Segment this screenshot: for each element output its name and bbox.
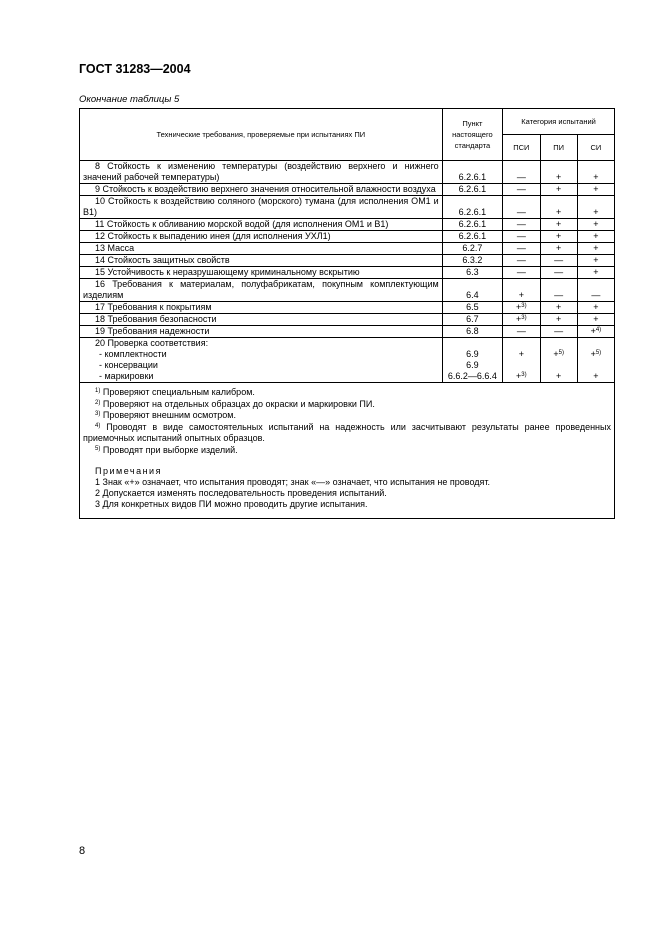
- table-row: [80, 267, 615, 279]
- psi-cell: [503, 255, 540, 267]
- pi-cell: [540, 184, 577, 196]
- header-pi: ПИ: [540, 135, 577, 161]
- clause-cell: 6.2.6.1: [442, 184, 502, 196]
- footnote-text: Проверяют на отдельных образцах до окраски и маркировки ПИ.: [102, 398, 375, 409]
- requirement-text: 19 Требования надежности: [95, 326, 210, 336]
- psi-cell: [503, 219, 540, 231]
- requirement-subitem: - консервации: [99, 360, 158, 370]
- psi-cell: [503, 338, 540, 383]
- requirement-text: 18 Требования безопасности: [95, 314, 217, 324]
- requirement-text: 17 Требования к покрытиям: [95, 302, 212, 312]
- requirement-cell: [80, 255, 443, 267]
- psi-cell: [503, 314, 540, 326]
- pi-cell: [540, 302, 577, 314]
- footnote-ref: 4): [595, 327, 602, 333]
- header-psi: ПСИ: [503, 135, 540, 161]
- test-categories-table: [79, 108, 615, 519]
- pi-cell: [540, 267, 577, 279]
- psi-cell: [503, 231, 540, 243]
- note-item: 2 Допускается изменять последовательность проведения испытаний.: [95, 488, 387, 498]
- psi-value: —: [516, 267, 526, 277]
- requirement-subitem: - маркировки: [99, 371, 154, 381]
- si-value: +: [593, 255, 599, 265]
- requirement-text: 8 Стойкость к изменению температуры (воздействию верхнего и нижнего значений рабочей температуры): [83, 161, 439, 182]
- table-row: [80, 338, 615, 383]
- requirement-text: 12 Стойкость к выпадению инея (для исполнения УХЛ1): [95, 231, 331, 241]
- si-cell: [577, 255, 614, 267]
- psi-value: —: [516, 219, 526, 229]
- psi-value: +: [516, 371, 522, 381]
- header-clause-line: настоящего: [452, 130, 493, 139]
- footnote: [83, 399, 611, 411]
- pi-cell: [540, 314, 577, 326]
- pi-value: +: [556, 231, 562, 241]
- psi-cell: [503, 161, 540, 184]
- requirement-cell: [80, 184, 443, 196]
- pi-value: +: [556, 219, 562, 229]
- requirement-subitem: - комплектности: [99, 349, 167, 359]
- psi-cell: [503, 302, 540, 314]
- notes-heading: Примечания: [95, 466, 162, 476]
- si-value: —: [591, 290, 601, 300]
- pi-cell: [540, 219, 577, 231]
- clause-cell: 6.2.6.1: [442, 219, 502, 231]
- footnote: [83, 387, 611, 399]
- requirement-text: 14 Стойкость защитных свойств: [95, 255, 230, 265]
- pi-cell: [540, 326, 577, 338]
- clause-cell: 6.3.2: [442, 255, 502, 267]
- table-row: [80, 219, 615, 231]
- footnote-ref: 3): [521, 303, 527, 309]
- table-caption: Окончание таблицы 5: [79, 94, 180, 105]
- footnote-ref: 3): [521, 315, 527, 321]
- psi-line: [506, 371, 536, 382]
- psi-cell: [503, 243, 540, 255]
- psi-value: —: [516, 326, 526, 336]
- psi-value: +: [518, 290, 524, 300]
- footnote-ref: 5): [558, 350, 564, 356]
- pi-value: —: [554, 255, 564, 265]
- clause-cell: 6.7: [442, 314, 502, 326]
- clause-cell: 6.2.6.1: [442, 161, 502, 184]
- requirement-text: 11 Стойкость к обливанию морской водой (для исполнения ОМ1 и В1): [95, 219, 389, 229]
- psi-value: —: [516, 207, 526, 217]
- clause-value: 6.6.2—6.6.4: [447, 371, 497, 381]
- pi-value: —: [554, 326, 564, 336]
- psi-value: —: [516, 184, 526, 194]
- psi-value: —: [516, 255, 526, 265]
- pi-value: +: [556, 371, 562, 381]
- requirement-cell: [80, 302, 443, 314]
- requirement-cell: [80, 267, 443, 279]
- psi-value: +: [516, 314, 522, 324]
- pi-value: +: [556, 207, 562, 217]
- header-si: СИ: [577, 135, 614, 161]
- si-value: +: [593, 207, 599, 217]
- table-row: [80, 302, 615, 314]
- pi-value: +: [553, 349, 559, 359]
- pi-line: [544, 371, 574, 382]
- psi-value: +: [518, 349, 524, 359]
- pi-cell: [540, 231, 577, 243]
- pi-cell: [540, 279, 577, 302]
- footnote-ref: 5): [595, 350, 602, 356]
- si-value: +: [593, 243, 599, 253]
- si-cell: [577, 267, 614, 279]
- si-cell: [577, 219, 614, 231]
- psi-value: —: [516, 243, 526, 253]
- footnote-mark: 4): [95, 422, 101, 429]
- footnote: [83, 422, 611, 445]
- pi-cell: [540, 255, 577, 267]
- pi-value: +: [556, 302, 562, 312]
- footnote: [83, 445, 611, 457]
- footnote-mark: 1): [95, 388, 101, 394]
- si-value: +: [593, 184, 599, 194]
- si-value: +: [593, 231, 599, 241]
- clause-cell: 6.5: [442, 302, 502, 314]
- clause-value: 6.9: [466, 360, 479, 370]
- footnote-text: Проводят при выборке изделий.: [102, 444, 238, 455]
- psi-cell: [503, 326, 540, 338]
- psi-value: +: [516, 302, 522, 312]
- table-row: [80, 326, 615, 338]
- psi-cell: [503, 267, 540, 279]
- requirement-text: 15 Устойчивость к неразрушающему криминальному вскрытию: [95, 267, 360, 277]
- si-cell: [577, 302, 614, 314]
- si-cell: [577, 231, 614, 243]
- requirement-cell: [80, 279, 443, 302]
- psi-value: —: [516, 231, 526, 241]
- pi-cell: [540, 338, 577, 383]
- header-requirements: Технические требования, проверяемые при испытаниях ПИ: [80, 109, 443, 161]
- footnote-text: Проверяют специальным калибром.: [102, 387, 255, 397]
- clause-cell: 6.2.6.1: [442, 231, 502, 243]
- clause-cell: 6.2.7: [442, 243, 502, 255]
- si-value: +: [593, 219, 599, 229]
- si-value: +: [593, 172, 599, 182]
- table-row: [80, 255, 615, 267]
- notes-cell: [80, 383, 615, 519]
- header-category: Категория испытаний: [503, 109, 615, 135]
- pi-value: +: [556, 314, 562, 324]
- psi-cell: [503, 184, 540, 196]
- table-row: [80, 231, 615, 243]
- requirement-text: 10 Стойкость к воздействию соляного (морского) тумана (для исполнения ОМ1 и В1): [83, 196, 439, 217]
- header-clause: [442, 109, 502, 161]
- si-value: +: [593, 314, 599, 324]
- clause-cell: 6.8: [442, 326, 502, 338]
- requirement-cell: [80, 196, 443, 219]
- psi-value: —: [516, 172, 526, 182]
- pi-value: —: [554, 267, 564, 277]
- si-cell: [577, 243, 614, 255]
- requirement-text: 9 Стойкость к воздействию верхнего значения относительной влажности воздуха: [95, 184, 436, 194]
- clause-value: 6.9: [466, 349, 479, 359]
- footnote-text: Проводят в виде самостоятельных испытаний на надежность или засчитывают результаты ранее проведенных приемочных испытаний опытных образцов.: [83, 421, 611, 443]
- footnote-ref: 3): [521, 372, 527, 378]
- footnote-mark: 2): [95, 399, 101, 406]
- table-row: [80, 314, 615, 326]
- clause-cell: 6.3: [442, 267, 502, 279]
- footnote-mark: 3): [95, 411, 101, 417]
- pi-line: [544, 349, 574, 360]
- si-line: [581, 360, 611, 371]
- pi-cell: [540, 196, 577, 219]
- table-row: [80, 243, 615, 255]
- requirement-text: 13 Масса: [95, 243, 135, 253]
- si-value: +: [593, 267, 599, 277]
- header-clause-line: Пункт: [462, 119, 483, 128]
- requirement-cell: [80, 161, 443, 184]
- requirement-cell: [80, 338, 443, 383]
- table-row: [80, 184, 615, 196]
- clause-cell: 6.2.6.1: [442, 196, 502, 219]
- requirement-cell: [80, 314, 443, 326]
- pi-value: —: [554, 290, 564, 300]
- si-cell: [577, 314, 614, 326]
- psi-line: [506, 349, 536, 360]
- psi-cell: [503, 279, 540, 302]
- requirement-text: 20 Проверка соответствия:: [95, 338, 209, 348]
- clause-cell: 6.4: [442, 279, 502, 302]
- footnote-mark: 5): [95, 445, 101, 452]
- table-row: [80, 161, 615, 184]
- si-line: [581, 349, 611, 360]
- si-cell: [577, 279, 614, 302]
- requirement-cell: [80, 326, 443, 338]
- pi-value: +: [556, 172, 562, 182]
- pi-cell: [540, 161, 577, 184]
- requirement-cell: [80, 243, 443, 255]
- psi-cell: [503, 196, 540, 219]
- psi-line: [506, 360, 536, 371]
- header-clause-line: стандарта: [454, 141, 491, 150]
- notes-row: [80, 383, 615, 519]
- si-cell: [577, 326, 614, 338]
- si-cell: [577, 338, 614, 383]
- si-value: +: [593, 371, 599, 381]
- pi-line: [544, 360, 574, 371]
- note-item: 1 Знак «+» означает, что испытания проводят; знак «—» означает, что испытания не проводят.: [95, 477, 491, 487]
- requirement-cell: [80, 219, 443, 231]
- si-value: +: [593, 302, 599, 312]
- table-row: [80, 196, 615, 219]
- si-cell: [577, 196, 614, 219]
- footnote-text: Проверяют внешним осмотром.: [102, 410, 236, 420]
- pi-cell: [540, 243, 577, 255]
- si-value: +: [590, 326, 596, 336]
- document-title: ГОСТ 31283—2004: [79, 62, 191, 76]
- footnote: [83, 410, 611, 422]
- pi-value: +: [556, 184, 562, 194]
- pi-value: +: [556, 243, 562, 253]
- page-number: 8: [79, 845, 86, 857]
- si-value: +: [590, 349, 596, 359]
- clause-cell: [442, 338, 502, 383]
- requirement-cell: [80, 231, 443, 243]
- si-line: [581, 371, 611, 382]
- note-item: 3 Для конкретных видов ПИ можно проводить другие испытания.: [95, 499, 368, 509]
- si-cell: [577, 161, 614, 184]
- table-row: [80, 279, 615, 302]
- requirement-text: 16 Требования к материалам, полуфабрикатам, покупным комплектующим изделиям: [83, 279, 439, 300]
- si-cell: [577, 184, 614, 196]
